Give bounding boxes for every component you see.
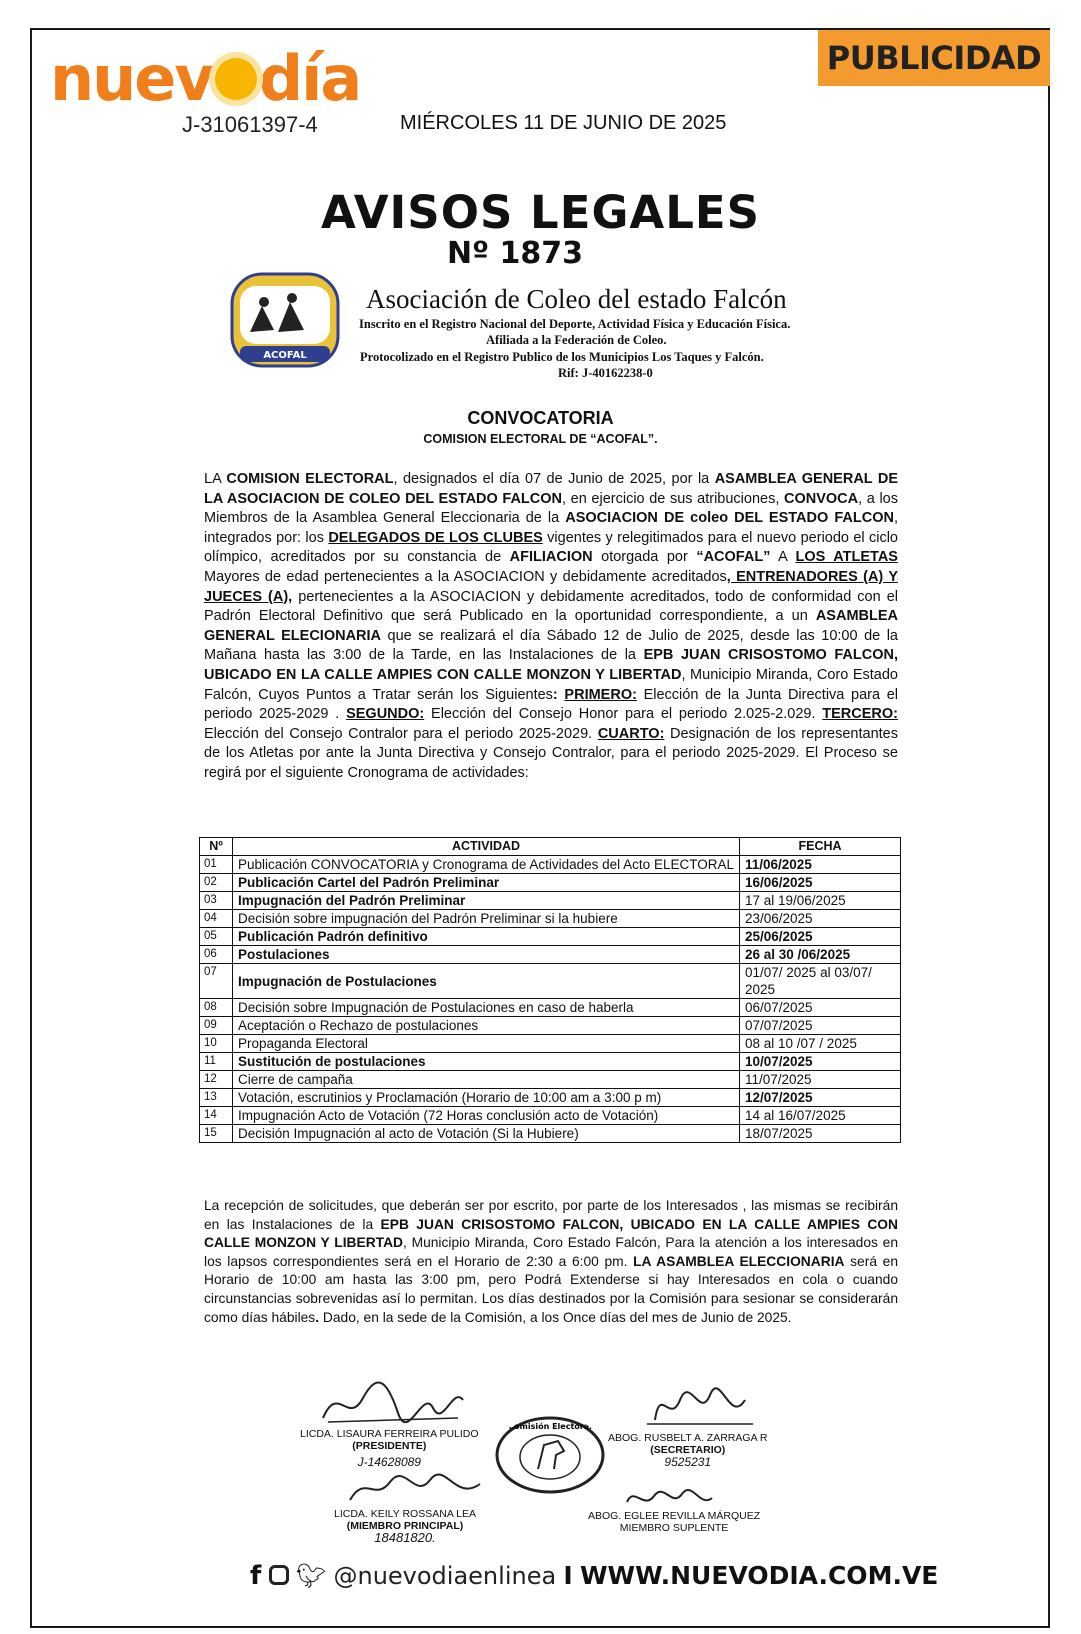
footer	[250, 1560, 938, 1591]
table-row	[200, 910, 901, 928]
row-date: 10/07/2025	[740, 1053, 901, 1071]
sun-icon	[215, 58, 257, 100]
association-name: Asociación de Coleo del estado Falcón	[366, 284, 787, 314]
row-number: 14	[200, 1107, 233, 1125]
row-activity: Decisión sobre impugnación del Padrón Preliminar si la hubiere	[233, 910, 740, 928]
signer-role: (PRESIDENTE)	[352, 1440, 427, 1452]
row-date: 26 al 30 /06/2025	[740, 946, 901, 964]
signer-name: LICDA. KEILY ROSSANA LEA	[334, 1508, 477, 1520]
row-number: 12	[200, 1071, 233, 1089]
signer-name: ABOG. RUSBELT A. ZARRAGA R	[608, 1432, 768, 1444]
row-activity: Postulaciones	[233, 946, 740, 964]
table-header-row	[200, 838, 901, 856]
row-activity: Cierre de campaña	[233, 1071, 740, 1089]
table-row	[200, 1071, 901, 1089]
row-number: 09	[200, 1017, 233, 1035]
row-number: 13	[200, 1089, 233, 1107]
association-registry-line: Inscrito en el Registro Nacional del Deporte, Actividad Física y Educación Física.	[359, 317, 791, 331]
row-date: 16/06/2025	[740, 874, 901, 892]
row-activity: Publicación Cartel del Padrón Preliminar	[233, 874, 740, 892]
row-date: 01/07/ 2025 al 03/07/ 2025	[740, 964, 901, 999]
row-number: 04	[200, 910, 233, 928]
table-row	[200, 999, 901, 1017]
row-number: 11	[200, 1053, 233, 1071]
table-row	[200, 892, 901, 910]
signer-id: J-14628089	[357, 1455, 421, 1469]
signature-alternate-member	[622, 1484, 717, 1512]
row-number: 03	[200, 892, 233, 910]
signer-role: MIEMBRO SUPLENTE	[619, 1522, 729, 1534]
row-date: 11/07/2025	[740, 1071, 901, 1089]
table-row	[200, 1089, 901, 1107]
notice-number: Nº 1873	[447, 236, 583, 271]
association-logo-text: ACOFAL	[263, 350, 307, 361]
row-date: 25/06/2025	[740, 928, 901, 946]
row-number: 07	[200, 964, 233, 999]
row-number: 02	[200, 874, 233, 892]
table-row	[200, 1035, 901, 1053]
row-activity: Impugnación del Padrón Preliminar	[233, 892, 740, 910]
footer-separator: I	[563, 1561, 573, 1590]
page-title: AVISOS LEGALES	[320, 186, 761, 239]
association-rif-line: Rif: J-40162238-0	[558, 366, 653, 380]
row-date: 17 al 19/06/2025	[740, 892, 901, 910]
table-row	[200, 928, 901, 946]
row-date: 18/07/2025	[740, 1125, 901, 1143]
row-activity: Decisión sobre Impugnación de Postulaciones en caso de haberla	[233, 999, 740, 1017]
row-number: 08	[200, 999, 233, 1017]
row-activity: Propaganda Electoral	[233, 1035, 740, 1053]
table-row	[200, 946, 901, 964]
signer-name: LICDA. LISAURA FERREIRA PULIDO	[300, 1428, 479, 1440]
section-tag: PUBLICIDAD	[818, 30, 1050, 86]
signer-id: 18481820.	[374, 1530, 436, 1545]
header-number: Nº	[200, 838, 233, 856]
row-activity: Decisión Impugnación al acto de Votación (Si la Hubiere)	[233, 1125, 740, 1143]
row-number: 01	[200, 856, 233, 874]
table-row	[200, 874, 901, 892]
row-activity: Impugnación Acto de Votación (72 Horas conclusión acto de Votación)	[233, 1107, 740, 1125]
signer-id: 9525231	[664, 1455, 712, 1469]
row-date: 14 al 16/07/2025	[740, 1107, 901, 1125]
signature-block-secretary	[608, 1432, 768, 1468]
row-number: 05	[200, 928, 233, 946]
signer-role: (MIEMBRO PRINCIPAL)	[346, 1520, 464, 1532]
row-date: 08 al 10 /07 / 2025	[740, 1035, 901, 1053]
signature-secretary	[645, 1380, 755, 1430]
table-row	[200, 964, 901, 999]
header-date: FECHA	[740, 838, 901, 856]
convocatoria-subtitle: COMISION ELECTORAL DE “ACOFAL”.	[423, 432, 658, 446]
row-activity: Publicación Padrón definitivo	[233, 928, 740, 946]
signature-principal-member	[345, 1472, 485, 1506]
row-activity: Impugnación de Postulaciones	[233, 964, 740, 999]
row-activity: Publicación CONVOCATORIA y Cronograma de Actividades del Acto ELECTORAL	[233, 856, 740, 874]
row-date: 11/06/2025	[740, 856, 901, 874]
convocatoria-title: CONVOCATORIA	[467, 408, 614, 428]
table-row	[200, 1053, 901, 1071]
row-date: 23/06/2025	[740, 910, 901, 928]
table-row	[200, 1125, 901, 1143]
row-date: 06/07/2025	[740, 999, 901, 1017]
row-date: 07/07/2025	[740, 1017, 901, 1035]
instagram-icon[interactable]	[269, 1565, 289, 1585]
newspaper-rif: J-31061397-4	[182, 112, 318, 137]
row-activity: Aceptación o Rechazo de postulaciones	[233, 1017, 740, 1035]
row-number: 06	[200, 946, 233, 964]
twitter-icon[interactable]: 🐦︎	[295, 1563, 327, 1590]
signature-president	[318, 1378, 468, 1430]
table-row	[200, 1107, 901, 1125]
social-handle[interactable]: @nuevodiaenlinea	[333, 1562, 557, 1590]
row-number: 10	[200, 1035, 233, 1053]
signer-name: ABOG. EGLEE REVILLA MÁRQUEZ	[588, 1510, 761, 1522]
schedule-table	[199, 837, 901, 1143]
facebook-icon[interactable]: f	[250, 1561, 262, 1591]
table-row	[200, 856, 901, 874]
signature-block-president	[300, 1428, 479, 1468]
row-date: 12/07/2025	[740, 1089, 901, 1107]
row-activity: Sustitución de postulaciones	[233, 1053, 740, 1071]
signature-block-alternate	[588, 1510, 760, 1534]
association-protocol-line: Protocolizado en el Registro Publico de los Municipios Los Taques y Falcón.	[360, 350, 764, 364]
signature-block-principal	[334, 1508, 476, 1544]
convocatoria-body: LA COMISION ELECTORAL, designados el día 07 de Junio de 2025, por la ASAMBLEA GENERAL DE LA ASOCIACION DE COLEO DEL ESTADO FALCON, en ejercicio de sus atribuciones, CONVOCA, a los Miembros de la Asamblea General Eleccionaria de la ASOCIACION DE coleo DEL ESTADO FALCON, integrados por: los DELEGADOS DE LOS CLUBES vigentes y relegitimados para el nuevo periodo el ciclo olímpico, acreditados por su constancia de AFILIACION otorgada por “ACOFAL” A LOS ATLETAS Mayores de edad pertenecientes a la ASOCIACION y debidamente acreditados, ENTRENADORES (A) Y JUECES (A), pertenecientes a la ASOCIACION y debidamente acreditados, todo de conformidad con el Padrón Electoral Definitivo que será Publicado en la oportunidad correspondiente, a un ASAMBLEA GENERAL ELECIONARIA que se realizará el día Sábado 12 de Julio de 2025, desde las 10:00 de la Mañana hasta las 3:00 de la Tarde, en las Instalaciones de la EPB JUAN CRISOSTOMO FALCON, UBICADO EN LA CALLE AMPIES CON CALLE MONZON Y LIBERTAD, Municipio Miranda, Coro Estado Falcón, Cuyos Puntos a Tratar serán los Siguientes: PRIMERO: Elección de la Junta Directiva para el periodo 2025-2029 . SEGUNDO: Elección del Consejo Honor para el periodo 2.025-2.029. TERCERO: Elección del Consejo Contralor para el periodo 2025-2029. CUARTO: Designación de los representantes de los Atletas por ante la Junta Directiva y Consejo Contralor, para el periodo 2025-2029. El Proceso se regirá por el siguiente Cronograma de actividades:	[204, 471, 899, 781]
closing-paragraph: La recepción de solicitudes, que deberán ser por escrito, por parte de los Interesados , las mismas se recibirán en las Instalaciones de la EPB JUAN CRISOSTOMO FALCON, UBICADO EN LA CALLE AMPIES CON CALLE MONZON Y LIBERTAD, Municipio Miranda, Coro Estado Falcón, Para la atención a los interesados en los lapsos correspondientes será en el Horario de 2:30 a 6:00 pm. LA ASAMBLEA ELECCIONARIA será en Horario de 10:00 am hasta las 3:00 pm, pero Podrá Extenderse si hay Interesados en cola o cuando circunstancias sobrevenidas así lo permitan. Los días destinados por la Comisión para sesionar se considerarán como días hábiles. Dado, en la sede de la Comisión, a los Once días del mes de Junio de 2025.	[204, 1198, 898, 1325]
association-affiliation-line: Afiliada a la Federación de Coleo.	[486, 333, 667, 347]
publication-date: MIÉRCOLES 11 DE JUNIO DE 2025	[400, 112, 727, 134]
header-activity: ACTIVIDAD	[233, 838, 740, 856]
row-number: 15	[200, 1125, 233, 1143]
row-activity: Votación, escrutinios y Proclamación (Horario de 10:00 am a 3:00 p m)	[233, 1089, 740, 1107]
electoral-commission-seal	[494, 1415, 606, 1495]
table-row	[200, 1017, 901, 1035]
website-link[interactable]: WWW.NUEVODIA.COM.VE	[579, 1561, 939, 1590]
association-logo	[230, 272, 340, 368]
newspaper-logo: nuev día	[50, 42, 361, 115]
signer-role: (SECRETARIO)	[650, 1444, 726, 1456]
seal-text: Comisión Electoral	[508, 1422, 592, 1431]
